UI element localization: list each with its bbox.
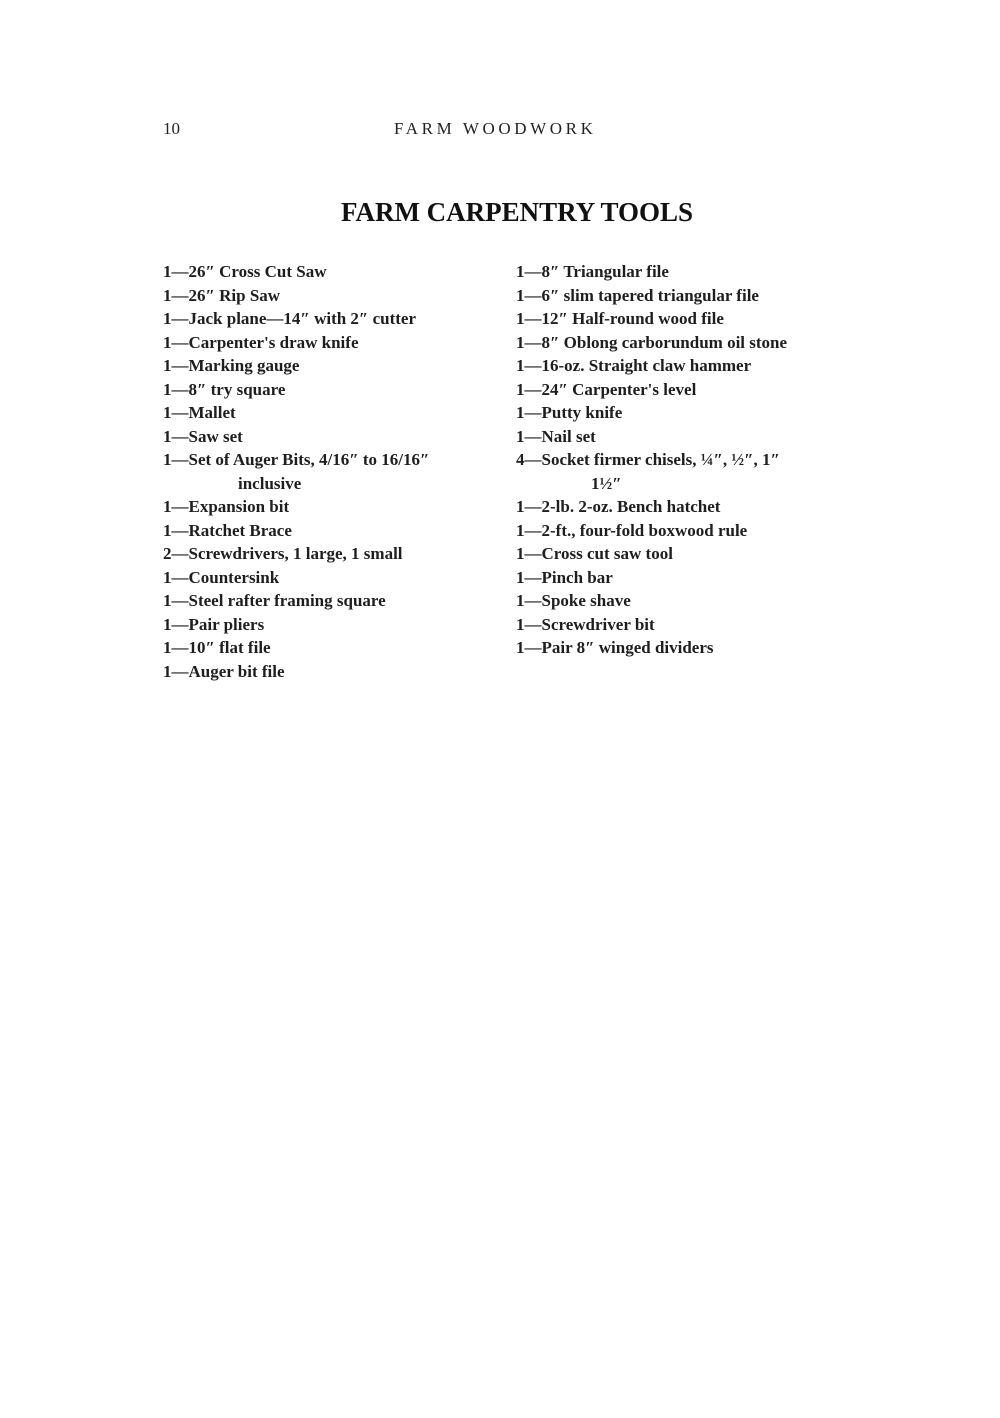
list-item: 1—8″ Oblong carborundum oil stone (516, 332, 788, 352)
list-item: 1—Expansion bit (163, 497, 290, 516)
tool-list-right (516, 260, 836, 660)
list-item: 1—2-ft., four-fold boxwood rule (516, 520, 748, 540)
running-title: FARM WOODWORK (394, 119, 597, 138)
list-item: 1—Pair pliers (163, 614, 265, 634)
list-item: 4—Socket firmer chisels, ¼″, ½″, 1″ (516, 450, 780, 469)
list-item: 1—24″ Carpenter's level (516, 379, 697, 399)
page-title: FARM CARPENTRY TOOLS (340, 197, 694, 227)
list-item: 1—Marking gauge (163, 356, 300, 375)
list-item: 1—Mallet (163, 403, 236, 422)
list-item: 1—Ratchet Brace (163, 520, 292, 540)
list-item: 1—26″ Rip Saw (163, 285, 281, 305)
list-item: 1—10″ flat file (163, 638, 271, 657)
list-item: 1—Pinch bar (516, 567, 613, 587)
list-item: 2—Screwdrivers, 1 large, 1 small (163, 544, 403, 563)
list-item: 1—Cross cut saw tool (516, 544, 673, 563)
list-item: 1—6″ slim tapered triangular file (516, 285, 759, 305)
list-item: 1—16-oz. Straight claw hammer (516, 356, 752, 375)
list-item: 1—Nail set (516, 426, 596, 446)
list-item: 1—26″ Cross Cut Saw (163, 262, 327, 281)
list-item: 1—Saw set (163, 426, 243, 446)
list-item: 1—8″ Triangular file (516, 262, 669, 281)
list-item: 1—12″ Half-round wood file (516, 309, 724, 328)
list-item: 1—Screwdriver bit (516, 614, 655, 634)
list-item: 1—2-lb. 2-oz. Bench hatchet (516, 497, 721, 516)
list-item-continuation: 1½″ (591, 473, 622, 493)
tool-list-left (163, 260, 503, 683)
list-item: 1—8″ try square (163, 379, 286, 399)
list-item: 1—Spoke shave (516, 591, 631, 610)
list-item: 1—Carpenter's draw knife (163, 332, 359, 352)
running-head (0, 118, 1000, 142)
page-number: 10 (163, 119, 180, 138)
list-item: 1—Jack plane—14″ with 2″ cutter (163, 309, 416, 328)
list-item-continuation: inclusive (238, 473, 302, 493)
list-item: 1—Steel rafter framing square (163, 591, 386, 610)
list-item: 1—Putty knife (516, 403, 623, 422)
list-item: 1—Set of Auger Bits, 4/16″ to 16/16″ (163, 450, 430, 469)
list-item: 1—Countersink (163, 567, 280, 587)
list-item: 1—Pair 8″ winged dividers (516, 638, 714, 657)
list-item: 1—Auger bit file (163, 661, 285, 681)
